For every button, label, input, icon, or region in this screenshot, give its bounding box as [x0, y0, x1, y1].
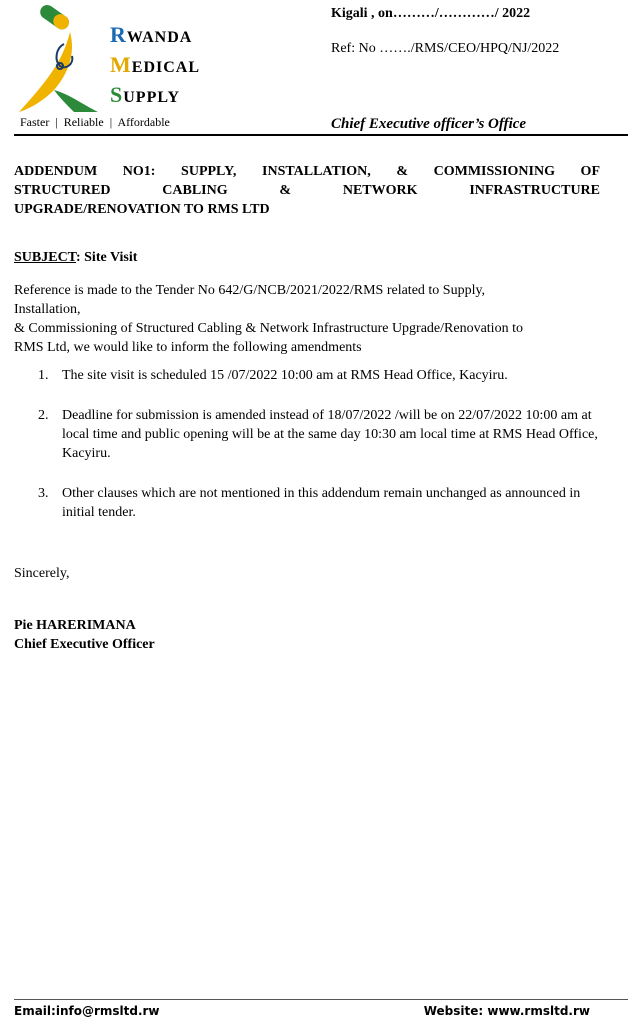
subject-label: SUBJECT — [14, 250, 76, 265]
signature-block — [14, 616, 155, 654]
footer-email[interactable]: Email:info@rmsltd.rw — [14, 1004, 160, 1018]
reference-line: Ref: No ……./RMS/CEO/HPQ/NJ/2022 — [331, 41, 560, 56]
subject-line — [14, 250, 137, 266]
logo-line-rwanda: RWANDA — [110, 22, 193, 47]
subject-value: : Site Visit — [75, 250, 138, 265]
intro-line-2: Installation, — [14, 302, 81, 317]
amendments-list — [14, 366, 614, 543]
title-line-3: UPGRADE/RENOVATION TO RMS LTD — [14, 202, 270, 217]
signer-name: Pie HARERIMANA — [14, 618, 136, 633]
signer-title: Chief Executive Officer — [14, 637, 155, 652]
document-title — [14, 162, 600, 219]
list-item: 1. The site visit is scheduled 15 /07/2022 10:00 am at RMS Head Office, Kacyiru. — [38, 368, 508, 383]
title-line-1: ADDENDUM NO1: SUPPLY, INSTALLATION, & COMMISSIONING OF — [14, 164, 600, 179]
intro-paragraph — [14, 281, 614, 357]
office-name: Chief Executive officer’s Office — [331, 116, 527, 132]
intro-line-3: & Commissioning of Structured Cabling & Network Infrastructure Upgrade/Renovation to — [14, 321, 523, 336]
intro-line-4: RMS Ltd, we would like to inform the following amendments — [14, 340, 362, 355]
intro-line-1: Reference is made to the Tender No 642/G/NCB/2021/2022/RMS related to Supply, — [14, 283, 486, 298]
footer-website[interactable]: Website: www.rmsltd.rw — [423, 1004, 590, 1018]
header-divider — [14, 134, 628, 136]
logo-line-medical: MEDICAL — [110, 52, 200, 77]
list-item: 3. Other clauses which are not mentioned in this addendum remain unchanged as announced in initial tender. — [38, 486, 581, 520]
date-line: Kigali , on………/…………/ 2022 — [331, 6, 531, 21]
logo-line-supply: SUPPLY — [110, 82, 181, 107]
list-item: 2. Deadline for submission is amended instead of 18/07/2022 /will be on 22/07/2022 10:00 am at local time and public opening will be at the same day 10:30 am local time at RMS Head Office, Kacyiru. — [38, 408, 598, 461]
footer-divider — [14, 999, 628, 1000]
rms-logo-mark-icon — [14, 4, 104, 116]
tagline: Faster | Reliable | Affordable — [20, 115, 170, 129]
closing: Sincerely, — [14, 566, 70, 581]
title-line-2: STRUCTURED CABLING & NETWORK INFRASTRUCTURE — [14, 183, 600, 198]
